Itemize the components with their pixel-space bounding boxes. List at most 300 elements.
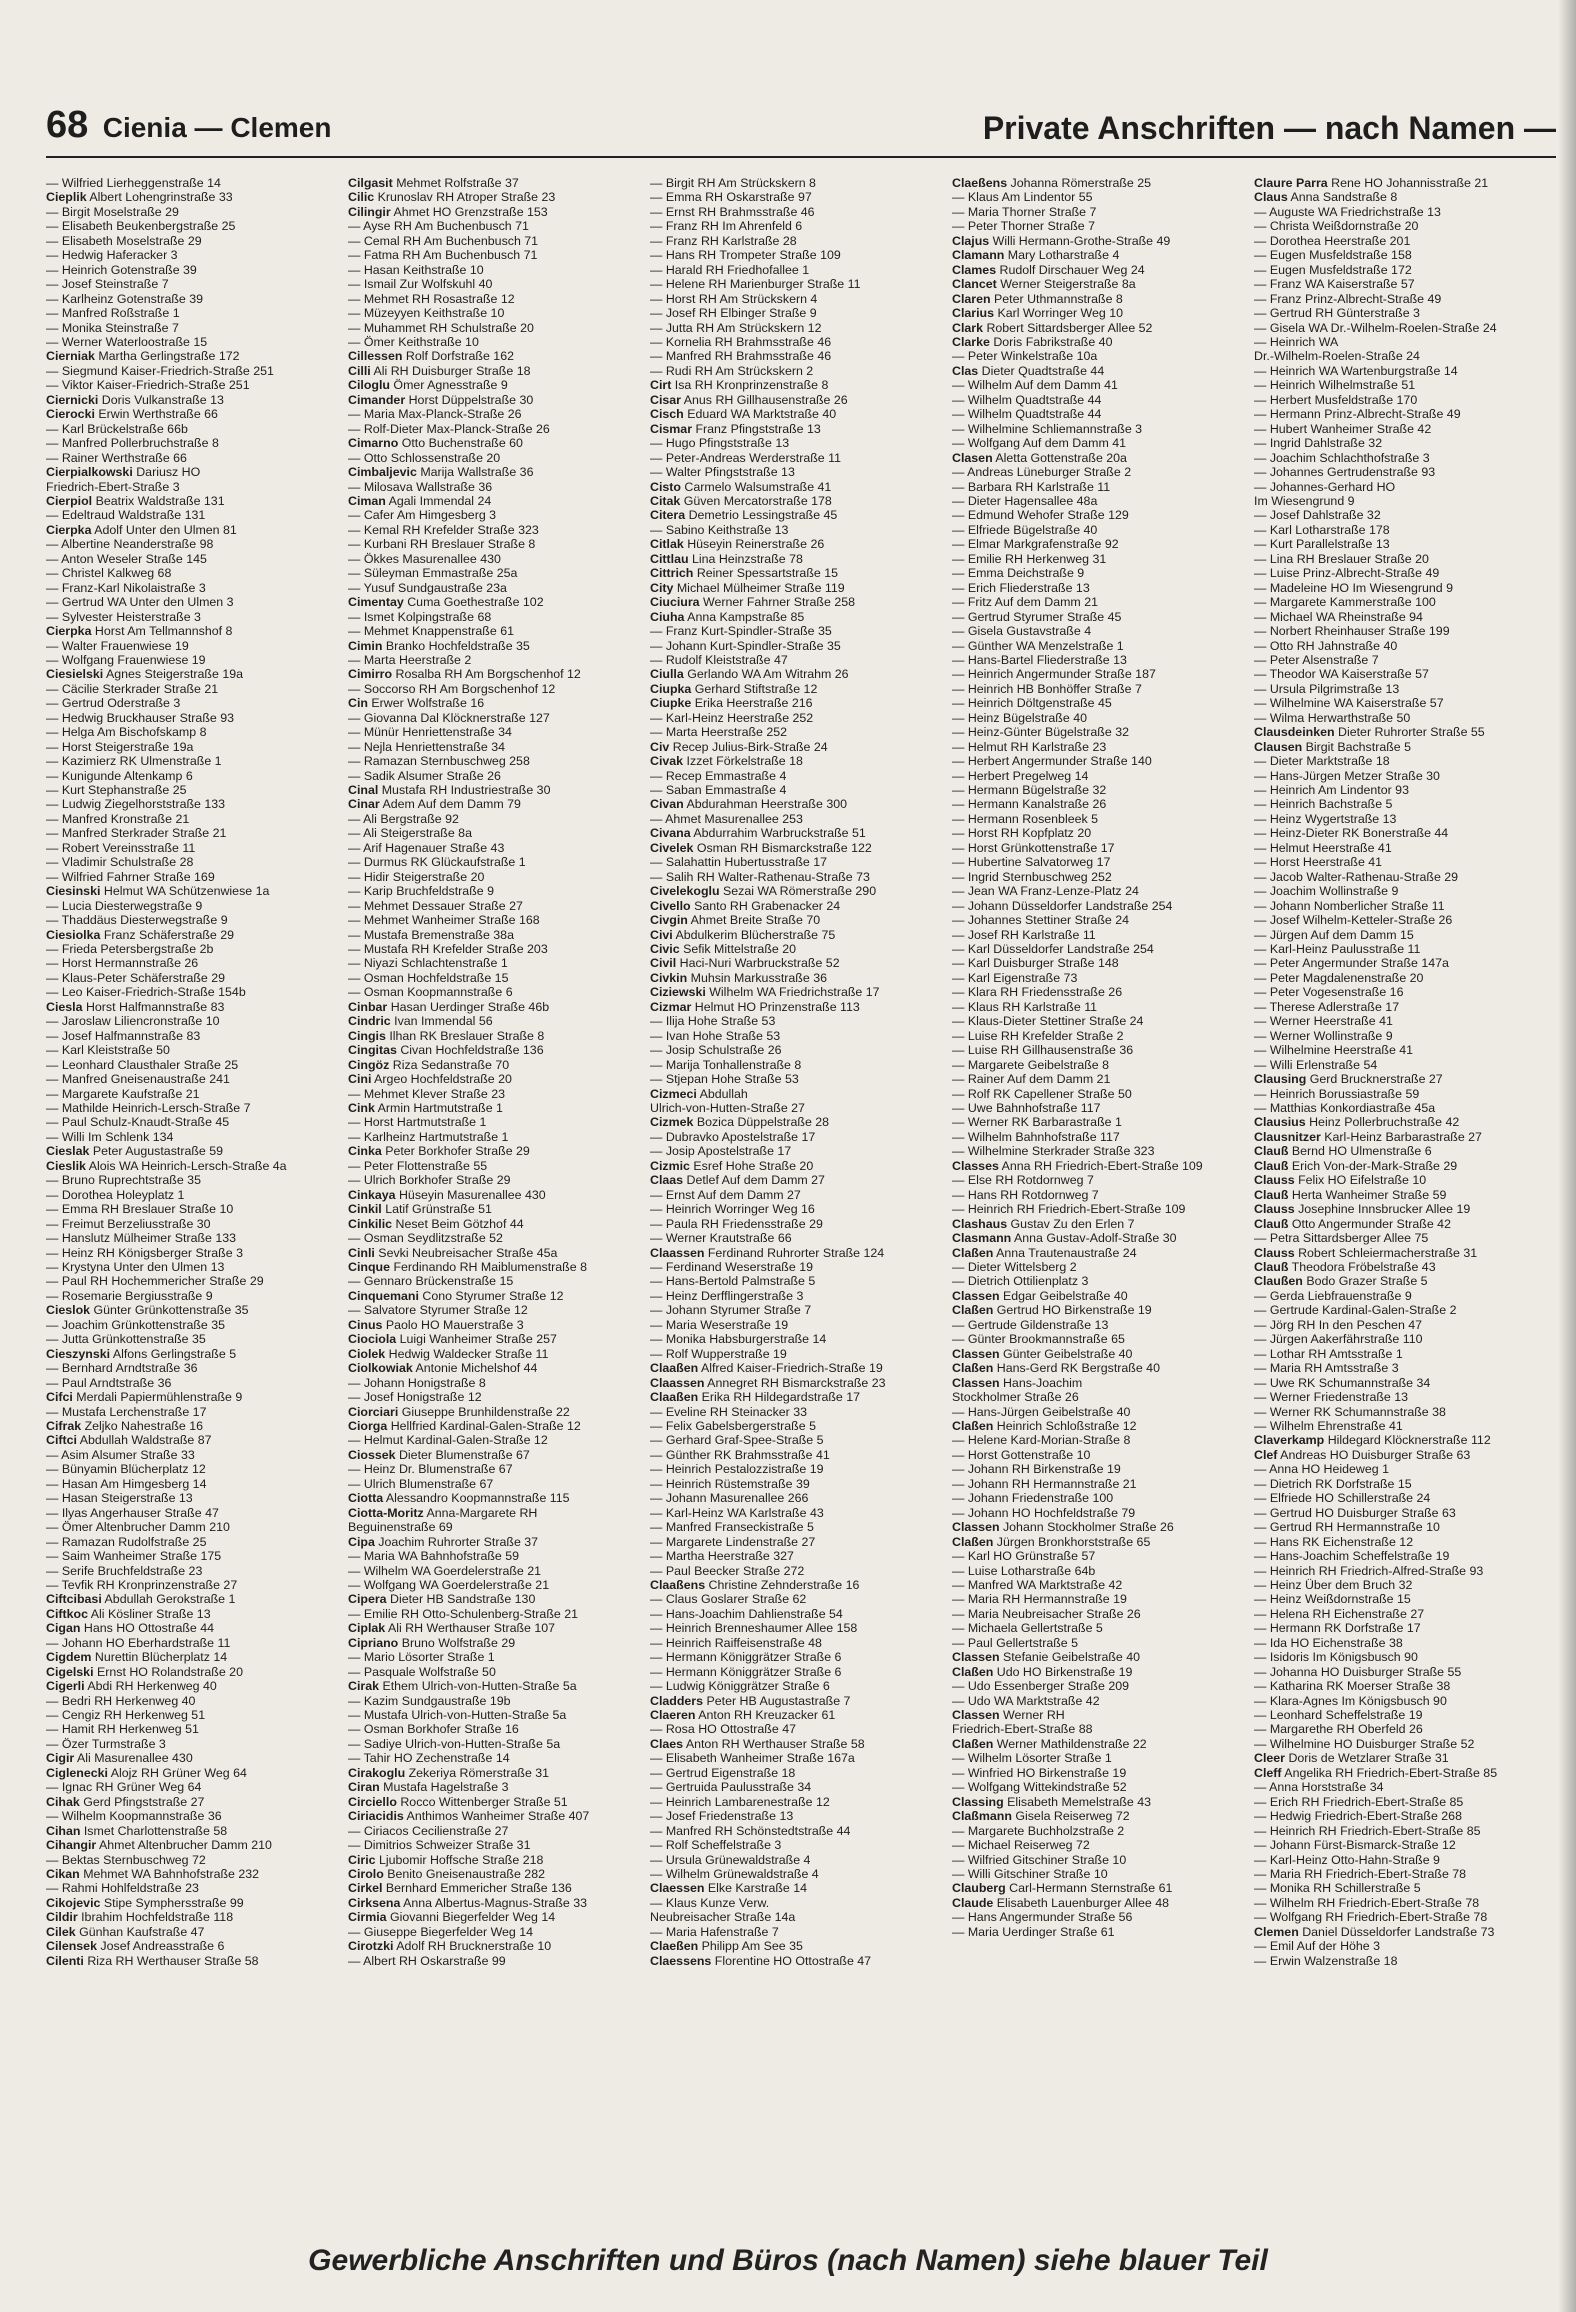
directory-entry: — Dietrich Ottilienplatz 3 [952,1274,1089,1289]
directory-entry: — Josef RH Elbinger Straße 9 [650,306,817,321]
directory-entry: Friedrich-Ebert-Straße 88 [952,1722,1093,1737]
directory-entry: Clancet Werner Steigerstraße 8a [952,277,1136,292]
directory-entry: — Hamit RH Herkenweg 51 [46,1722,199,1737]
directory-entry: — Viktor Kaiser-Friedrich-Straße 251 [46,378,250,393]
directory-entry: — Erwin Walzenstraße 18 [1254,1953,1398,1968]
directory-entry: — Andreas Lüneburger Straße 2 [952,465,1132,480]
directory-entry: Civil Haci-Nuri Warbruckstraße 52 [650,956,840,971]
directory-entry: Claessens Florentine HO Ottostraße 47 [650,1953,872,1968]
directory-entry: — Dimitrios Schweizer Straße 31 [348,1838,531,1853]
directory-entry: — Sylvester Heisterstraße 3 [46,609,201,624]
directory-entry: — Mehmet Wanheimer Straße 168 [348,913,540,928]
directory-entry: — Karlheinz Gotenstraße 39 [46,291,204,306]
directory-entry: — Michaela Gellertstraße 5 [952,1621,1103,1636]
directory-entry: — Otto Schlossenstraße 20 [348,450,501,465]
directory-entry: — Ilija Hohe Straße 53 [650,1014,776,1029]
directory-entry: — Hugo Pfingststraße 13 [650,436,790,451]
directory-entry: — Hans-Jürgen Geibelstraße 40 [952,1404,1131,1419]
directory-entry: — Kornelia RH Brahmsstraße 46 [650,334,832,349]
directory-entry: — Ernst RH Brahmsstraße 46 [650,204,815,219]
directory-entry: — Ernst Auf dem Damm 27 [650,1187,801,1202]
directory-entry: — Wilhelmine Heerstraße 41 [1254,1043,1414,1058]
directory-entry: — Emma RH Oskarstraße 97 [650,190,812,205]
directory-column-4 [952,176,1250,2216]
directory-entry: — Wilfried Gitschiner Straße 10 [952,1852,1127,1867]
directory-entry: Cierpka Adolf Unter den Ulmen 81 [46,522,237,537]
directory-entry: — Monika Steinstraße 7 [46,320,179,335]
directory-entry: Cilli Ali RH Duisburger Straße 18 [348,363,531,378]
directory-column-1 [46,176,344,2216]
directory-entry: Claaßens Christine Zehnderstraße 16 [650,1577,860,1592]
directory-entry: — Uwe Bahnhofstraße 117 [952,1101,1101,1115]
directory-entry: — Osman Borkhofer Straße 16 [348,1722,519,1737]
directory-entry: — Cafer Am Himgesberg 3 [348,508,497,523]
directory-entry: — Bünyamin Blücherplatz 12 [46,1462,206,1477]
directory-entry: — Stjepan Hohe Straße 53 [650,1072,799,1087]
directory-entry: Civelek Osman RH Bismarckstraße 122 [650,840,872,855]
directory-entry: — Mustafa Bremenstraße 38a [348,927,514,942]
directory-entry: Cindric Ivan Immendal 56 [348,1014,493,1029]
directory-entry: — Herbert Musfeldstraße 170 [1254,392,1418,407]
directory-entry: — Niyazi Schlachtenstraße 1 [348,956,508,971]
directory-entry: — Hans-Joachim Scheffelstraße 19 [1254,1549,1450,1564]
directory-entry: — Saban Emmastraße 4 [650,783,787,798]
directory-entry: — Gisela Gustavstraße 4 [952,624,1092,639]
directory-entry: Ciuciura Werner Fahrner Straße 258 [650,595,855,610]
directory-entry: — Giuseppe Biegerfelder Weg 14 [348,1924,534,1939]
directory-entry: — Wilhelmine Sterkrader Straße 323 [952,1144,1155,1159]
directory-entry: Cismar Franz Pfingststraße 13 [650,421,821,436]
directory-entry: — Johannes Gertrudenstraße 93 [1254,465,1436,480]
directory-entry: Ciernicki Doris Vulkanstraße 13 [46,392,224,407]
directory-entry: Clausing Gerd Brucknerstraße 27 [1254,1072,1443,1087]
directory-entry: Circiello Rocco Wittenberger Straße 51 [348,1794,568,1809]
directory-entry: — Therese Adlerstraße 17 [1254,999,1400,1014]
directory-entry: — Yusuf Sundgaustraße 23a [348,580,507,595]
directory-entry: — Wilhelm WA Goerdelerstraße 21 [348,1563,542,1578]
directory-entry: Ciriacidis Anthimos Wanheimer Straße 407 [348,1809,590,1824]
directory-entry: — Ismet Kolpingstraße 68 [348,609,492,624]
directory-entry: — Willi Gitschiner Straße 10 [952,1867,1108,1882]
directory-entry: — Anna Horststraße 34 [1254,1780,1384,1795]
directory-entry: — Maria RH Hermannstraße 19 [952,1592,1127,1607]
directory-entry: — Erich RH Friedrich-Ebert-Straße 85 [1254,1794,1464,1809]
directory-entry: — Karl-Heinz Heerstraße 252 [650,710,814,725]
directory-entry: — Wilhelmine WA Kaiserstraße 57 [1254,696,1444,711]
directory-entry: — Franz RH Im Ahrenfeld 6 [650,219,803,234]
directory-entry: — Ursula Pilgrimstraße 13 [1254,681,1400,696]
directory-entry: — Hedwig Bruckhauser Straße 93 [46,710,235,725]
directory-entry: — Josef Dahlstraße 32 [1254,508,1381,523]
directory-entry: Cirkel Bernhard Emmericher Straße 136 [348,1881,572,1896]
directory-entry: Clauss Felix HO Eifelstraße 10 [1254,1173,1427,1188]
directory-entry: — Peter Winkelstraße 10a [952,349,1098,364]
directory-entry: Ciman Agali Immendal 24 [348,493,492,508]
directory-entry: — Gerhard Graf-Spee-Straße 5 [650,1433,824,1448]
directory-entry: — Hans-Bertold Palmstraße 5 [650,1274,816,1289]
directory-columns [46,176,1556,2216]
directory-entry: — Maria Uerdinger Straße 61 [952,1924,1115,1939]
directory-entry: Friedrich-Ebert-Straße 3 [46,479,180,494]
directory-entry: — Paul Arndtstraße 36 [46,1375,172,1390]
directory-entry: — Ilyas Angerhauser Straße 47 [46,1505,219,1520]
directory-entry: — Heinrich Borussiastraße 59 [1254,1086,1420,1101]
directory-entry: — Emma Deichstraße 9 [952,566,1085,581]
directory-entry: Ciglenecki Alojz RH Grüner Weg 64 [46,1765,247,1780]
directory-entry: — Elmar Markgrafenstraße 92 [952,537,1119,552]
directory-entry: Cillessen Rolf Dorfstraße 162 [348,349,514,364]
directory-entry: — Heinrich Döltgenstraße 45 [952,696,1112,711]
directory-entry: — Mehmet Knappenstraße 61 [348,624,514,639]
directory-entry: — Heinrich RH Friedrich-Ebert-Straße 85 [1254,1823,1481,1838]
directory-entry: — Lucia Diesterwegstraße 9 [46,898,203,913]
directory-entry: Ciolek Hedwig Waldecker Straße 11 [348,1346,549,1361]
directory-entry: Cinkaya Hüseyin Masurenallee 430 [348,1187,546,1202]
directory-entry: — Johann Honigstraße 8 [348,1375,486,1390]
directory-entry: Cigelski Ernst HO Rolandstraße 20 [46,1664,243,1679]
directory-entry: Ciotta Alessandro Koopmannstraße 115 [348,1491,570,1506]
directory-entry: Cinquemani Cono Styrumer Straße 12 [348,1288,564,1303]
directory-entry: Clames Rudolf Dirschauer Weg 24 [952,262,1145,277]
directory-entry: — Wilhelmine Schliemannstraße 3 [952,421,1143,436]
directory-entry: Classen Stefanie Geibelstraße 40 [952,1650,1141,1665]
directory-entry: — Hans-Jürgen Metzer Straße 30 [1254,768,1440,783]
directory-entry: Claverkamp Hildegard Klöcknerstraße 112 [1254,1433,1491,1448]
directory-entry: Clausen Birgit Bachstraße 5 [1254,739,1412,754]
directory-entry: — Helmut RH Karlstraße 23 [952,739,1107,754]
directory-entry: Ciotta-Moritz Anna-Margarete RH [348,1505,538,1520]
directory-entry: — Wilhelm Quadtstraße 44 [952,407,1102,422]
directory-entry: Cierpialkowski Dariusz HO [46,465,201,480]
directory-entry: Ciftci Abdullah Waldstraße 87 [46,1433,212,1448]
directory-entry: — Wolfgang Wittekindstraße 52 [952,1780,1127,1795]
directory-entry: — Hans RH Trompeter Straße 109 [650,248,841,263]
directory-entry: — Hermann Königgrätzer Straße 6 [650,1650,842,1665]
directory-entry: — Franz WA Kaiserstraße 57 [1254,277,1415,292]
directory-entry: — Karl-Heinz WA Karlstraße 43 [650,1505,824,1520]
directory-entry: — Freimut Berzeliusstraße 30 [46,1216,211,1231]
directory-entry: — Johann Masurenallee 266 [650,1491,809,1506]
directory-entry: Cinar Adem Auf dem Damm 79 [348,797,521,812]
directory-entry: — Horst Grünkottenstraße 17 [952,840,1115,855]
directory-entry: Clausdeinken Dieter Ruhrorter Straße 55 [1254,725,1485,740]
directory-entry: — Karl Eigenstraße 73 [952,970,1078,985]
directory-entry: — Paul Beecker Straße 272 [650,1563,805,1578]
directory-entry: — Jörg RH In den Peschen 47 [1254,1317,1423,1332]
directory-entry: — Kazimierz RK Ulmenstraße 1 [46,754,222,769]
directory-entry: Clajus Willi Hermann-Grothe-Straße 49 [952,233,1171,248]
directory-entry: — Franz Kurt-Spindler-Straße 35 [650,624,832,639]
directory-entry: — Gertrude Kardinal-Galen-Straße 2 [1254,1303,1457,1318]
directory-entry: — Theodor WA Kaiserstraße 57 [1254,667,1429,682]
directory-entry: — Helene RH Marienburger Straße 11 [650,277,861,292]
directory-entry: — Ökkes Masurenallee 430 [348,551,501,566]
directory-entry: — Manfred Sterkrader Straße 21 [46,826,227,841]
directory-entry: — Emil Auf der Höhe 3 [1254,1939,1381,1954]
directory-entry: — Emilie RH Herkenweg 31 [952,551,1107,566]
directory-entry: Cleff Angelika RH Friedrich-Ebert-Straße 85 [1254,1765,1498,1780]
directory-entry: — Tevfik RH Kronprinzenstraße 27 [46,1577,238,1592]
directory-entry: — Emilie RH Otto-Schulenberg-Straße 21 [348,1606,579,1621]
directory-entry: Claßmann Gisela Reiserweg 72 [952,1809,1130,1824]
directory-entry: — Michael WA Rheinstraße 94 [1254,609,1423,624]
directory-entry: Cierocki Erwin Werthstraße 66 [46,407,218,422]
directory-entry: — Manfred Pollerbruchstraße 8 [46,436,219,451]
directory-entry: Cirakoglu Zekeriya Römerstraße 31 [348,1765,550,1780]
directory-entry: Cimentay Cuma Goethestraße 102 [348,595,544,610]
directory-entry: Cifrak Zeljko Nahestraße 16 [46,1418,204,1433]
directory-entry: — Münür Henriettenstraße 34 [348,725,512,740]
directory-entry: — Margarete Kaufstraße 21 [46,1086,200,1101]
directory-entry: — Gertrud Styrumer Straße 45 [952,609,1122,624]
directory-entry: — Dubravko Apostelstraße 17 [650,1129,816,1144]
directory-entry: Cinli Sevki Neubreisacher Straße 45a [348,1245,558,1260]
directory-entry: Cittlau Lina Heinzstraße 78 [650,551,803,566]
directory-entry: — Karl Kleiststraße 50 [46,1043,170,1058]
directory-entry: — Wilfried Lierheggenstraße 14 [46,176,221,190]
directory-entry: Claßen Werner Mathildenstraße 22 [952,1736,1147,1751]
directory-entry: Classing Elisabeth Memelstraße 43 [952,1794,1152,1809]
directory-entry: Claude Elisabeth Lauenburger Allee 48 [952,1895,1169,1910]
directory-entry: Claren Peter Uthmannstraße 8 [952,291,1123,306]
directory-entry: Claassen Ferdinand Ruhrorter Straße 124 [650,1245,885,1260]
directory-entry: — Josef Friedenstraße 13 [650,1809,794,1824]
directory-entry: — Heinz-Dieter RK Bonerstraße 44 [1254,826,1449,841]
directory-entry: Cirolo Benito Gneisenaustraße 282 [348,1867,545,1882]
directory-entry: — Frieda Petersbergstraße 2b [46,942,214,957]
directory-entry: — Ayse RH Am Buchenbusch 71 [348,219,529,234]
directory-entry: — Ludwig Königgrätzer Straße 6 [650,1679,830,1694]
directory-entry: — Serife Bruchfeldstraße 23 [46,1563,203,1578]
directory-entry: — Karl Lotharstraße 178 [1254,522,1390,537]
directory-entry: — Manfred Gneisenaustraße 241 [46,1072,230,1087]
directory-entry: — Leonhard Scheffelstraße 19 [1254,1708,1423,1723]
directory-entry: — Bernhard Arndtstraße 36 [46,1361,198,1376]
directory-entry: Ciesiolka Franz Schäferstraße 29 [46,927,235,942]
directory-entry: Civello Santo RH Grabenacker 24 [650,898,841,913]
directory-entry: — Karl HO Grünstraße 57 [952,1549,1096,1564]
directory-entry: — Joachim Schlachthofstraße 3 [1254,450,1430,465]
directory-entry: — Eveline RH Steinacker 33 [650,1404,808,1419]
directory-entry: — Ida HO Eichenstraße 38 [1254,1635,1403,1650]
directory-entry: Cini Argeo Hochfeldstraße 20 [348,1072,512,1087]
directory-entry: — Horst Hermannstraße 26 [46,956,199,971]
directory-entry: — Rolf RK Capellener Straße 50 [952,1086,1132,1101]
directory-entry: — Marta Heerstraße 252 [650,725,788,740]
directory-entry: — Gertrude Gildenstraße 13 [952,1317,1109,1332]
directory-entry: — Ali Bergstraße 92 [348,811,459,826]
directory-entry: — Margarete Kammerstraße 100 [1254,595,1436,610]
directory-entry: City Michael Mülheimer Straße 119 [650,580,845,595]
directory-entry: Clauß Otto Angermunder Straße 42 [1254,1216,1451,1231]
directory-entry: — Margarete Geibelstraße 8 [952,1057,1110,1072]
directory-entry: — Karip Bruchfeldstraße 9 [348,884,494,899]
directory-entry: — Ludwig Ziegelhorststraße 133 [46,797,226,812]
directory-entry: — Franz Prinz-Albrecht-Straße 49 [1254,291,1442,306]
directory-entry: — Gertrud RH Hermannstraße 10 [1254,1520,1440,1535]
directory-entry: — Birgit Moselstraße 29 [46,204,179,219]
directory-entry: — Maria Neubreisacher Straße 26 [952,1606,1141,1621]
directory-entry: Cildir Ibrahim Hochfeldstraße 118 [46,1910,234,1925]
directory-entry: Cilek Günhan Kaufstraße 47 [46,1924,205,1939]
directory-entry: — Wolfgang Auf dem Damm 41 [952,436,1127,451]
directory-entry: — Peter-Andreas Werderstraße 11 [650,450,841,465]
directory-entry: Clark Robert Sittardsberger Allee 52 [952,320,1153,335]
directory-entry: — Rainer Auf dem Damm 21 [952,1072,1111,1087]
directory-entry: — Ahmet Masurenallee 253 [650,811,803,826]
names-range: Cienia — Clemen [102,112,332,143]
directory-entry: — Soccorso RH Am Borgschenhof 12 [348,681,556,696]
directory-entry: — Dorothea Holeyplatz 1 [46,1187,185,1202]
directory-entry: — Elisabeth Moselstraße 29 [46,233,202,248]
directory-entry: — Wilfried Fahrner Straße 169 [46,869,215,884]
directory-entry: — Manfred RH Schönstedtstraße 44 [650,1823,851,1838]
directory-entry: — Lothar RH Amtsstraße 1 [1254,1346,1403,1361]
directory-entry: Cisch Eduard WA Marktstraße 40 [650,407,837,422]
directory-entry: Clarius Karl Worringer Weg 10 [952,306,1124,321]
directory-entry: — Maria RH Amtsstraße 3 [1254,1361,1399,1376]
directory-entry: — Luise Lotharstraße 64b [952,1563,1096,1578]
directory-entry: — Heinz Dr. Blumenstraße 67 [348,1462,513,1477]
directory-entry: Ciociola Luigi Wanheimer Straße 257 [348,1332,557,1347]
directory-entry: — Hermann Bügelstraße 32 [952,783,1107,798]
directory-entry: — Ingrid Sternbuschweg 252 [952,869,1112,884]
directory-entry: — Saim Wanheimer Straße 175 [46,1549,222,1564]
directory-entry: Cirt Isa RH Kronprinzenstraße 8 [650,378,829,393]
directory-entry: — Peter Magdalenenstraße 20 [1254,970,1424,985]
directory-entry: — Mustafa Ulrich-von-Hutten-Straße 5a [348,1708,567,1723]
directory-entry: — Horst RH Kopfplatz 20 [952,826,1092,841]
directory-entry: — Elfriede HO Schillerstraße 24 [1254,1491,1431,1506]
directory-entry: Cladders Peter HB Augustastraße 7 [650,1693,851,1708]
directory-entry: Ciorciari Giuseppe Brunhildenstraße 22 [348,1404,570,1419]
directory-entry: — Hedwig Friedrich-Ebert-Straße 268 [1254,1809,1462,1824]
directory-entry: Claßen Jürgen Bronkhorststraße 65 [952,1534,1151,1549]
directory-entry: Cieslik Alois WA Heinrich-Lersch-Straße 4a [46,1158,287,1173]
directory-entry: Cilensek Josef Andreasstraße 6 [46,1939,225,1954]
directory-entry: — Günter Brookmannstraße 65 [952,1332,1125,1347]
directory-entry: — Bektas Sternbuschweg 72 [46,1852,206,1867]
directory-entry: — Rosa HO Ottostraße 47 [650,1722,796,1737]
directory-entry: — Siegmund Kaiser-Friedrich-Straße 251 [46,363,274,378]
directory-entry: Clemen Daniel Düsseldorfer Landstraße 73 [1254,1924,1495,1939]
directory-entry: — Maria RH Friedrich-Ebert-Straße 78 [1254,1867,1467,1882]
directory-entry: — Salvatore Styrumer Straße 12 [348,1303,528,1318]
directory-entry: — Robert Vereinsstraße 11 [46,840,196,855]
directory-entry: — Horst RH Am Strückskern 4 [650,291,818,306]
directory-entry: — Joachim Grünkottenstraße 35 [46,1317,226,1332]
directory-entry: Ciulla Gerlando WA Am Witrahm 26 [650,667,849,682]
directory-entry: — Katharina RK Moerser Straße 38 [1254,1679,1451,1694]
directory-entry: Cipriano Bruno Wolfstraße 29 [348,1635,516,1650]
directory-entry: — Heinrich Brenneshaumer Allee 158 [650,1621,858,1636]
directory-entry: — Barbara RH Karlstraße 11 [952,479,1111,494]
directory-entry: — Helene Kard-Morian-Straße 8 [952,1433,1131,1448]
directory-entry: — Salih RH Walter-Rathenau-Straße 73 [650,869,870,884]
directory-entry: — Hermann Königgrätzer Straße 6 [650,1664,842,1679]
directory-entry: — Hidir Steigerstraße 20 [348,869,485,884]
directory-entry: — Jacob Walter-Rathenau-Straße 29 [1254,869,1459,884]
directory-entry: — Michael Reiserweg 72 [952,1838,1090,1853]
directory-entry: — Klaus-Dieter Stettiner Straße 24 [952,1014,1144,1029]
directory-entry: — Luise Prinz-Albrecht-Straße 49 [1254,566,1440,581]
directory-entry: Claeren Anton RH Kreuzacker 61 [650,1708,836,1723]
directory-entry: — Heinrich WA Wartenburgstraße 14 [1254,363,1458,378]
directory-entry: — Rahmi Hohlfeldstraße 23 [46,1881,199,1896]
directory-entry: — Peter Flottenstraße 55 [348,1158,488,1173]
directory-entry: — Paul RH Hochemmericher Straße 29 [46,1274,264,1289]
directory-entry: — Werner Krautstraße 66 [650,1231,792,1246]
directory-entry: — Nejla Henriettenstraße 34 [348,739,506,754]
directory-entry: — Rolf Scheffelstraße 3 [650,1838,782,1853]
directory-entry: — Anna HO Heideweg 1 [1254,1462,1389,1477]
directory-entry: — Kemal RH Krefelder Straße 323 [348,522,539,537]
directory-entry: — Werner Friedenstraße 13 [1254,1390,1409,1405]
directory-entry: — Gertrud Eigenstraße 18 [650,1765,796,1780]
directory-entry: Claus Anna Sandstraße 8 [1254,190,1398,205]
directory-entry: — Horst Steigerstraße 19a [46,739,194,754]
directory-entry: — Gertrud Oderstraße 3 [46,696,181,711]
directory-entry: Cink Armin Hartmutstraße 1 [348,1101,503,1115]
directory-entry: — Heinz-Günter Bügelstraße 32 [952,725,1129,740]
directory-entry: Cilic Krunoslav RH Atroper Straße 23 [348,190,556,205]
directory-entry: — Vladimir Schulstraße 28 [46,855,194,870]
directory-entry: — Recep Emmastraße 4 [650,768,787,783]
directory-entry: Ciupka Gerhard Stiftstraße 12 [650,681,818,696]
directory-entry: — Heinz Derfflingerstraße 3 [650,1288,804,1303]
directory-entry: — Johann Fürst-Bismarck-Straße 12 [1254,1838,1456,1853]
directory-entry: — Mustafa RH Krefelder Straße 203 [348,942,548,957]
directory-entry: — Werner RK Barbarastraße 1 [952,1115,1122,1130]
directory-entry: Cizmeci Abdullah [650,1086,748,1101]
directory-entry: — Peter Vogesenstraße 16 [1254,985,1404,1000]
directory-entry: — Gertrud HO Duisburger Straße 63 [1254,1505,1456,1520]
directory-entry: — Edmund Wehofer Straße 129 [952,508,1129,523]
directory-entry: — Cäcilie Sterkrader Straße 21 [46,681,219,696]
directory-entry: — Gerda Liebfrauenstraße 9 [1254,1288,1412,1303]
directory-entry: Cigir Ali Masurenallee 430 [46,1751,193,1766]
directory-entry: — Hanslutz Mülheimer Straße 133 [46,1231,237,1246]
directory-entry: — Ramazan Rudolfstraße 25 [46,1534,207,1549]
directory-entry: — Elisabeth Wanheimer Straße 167a [650,1751,855,1766]
directory-entry: — Wilhelm Ehrenstraße 41 [1254,1418,1403,1433]
directory-entry: Cieslok Günter Grünkottenstraße 35 [46,1303,249,1318]
directory-entry: — Rudolf Kleiststraße 47 [650,652,788,667]
directory-entry: Stockholmer Straße 26 [952,1390,1079,1405]
directory-entry: — Udo Essenberger Straße 209 [952,1679,1130,1694]
directory-entry: — Sadiye Ulrich-von-Hutten-Straße 5a [348,1736,561,1751]
directory-entry: — Christa Weißdornstraße 20 [1254,219,1419,234]
directory-entry: — Johann HO Hochfeldstraße 79 [952,1505,1136,1520]
directory-entry: Dr.-Wilhelm-Roelen-Straße 24 [1254,349,1420,364]
directory-entry: Civgin Ahmet Breite Straße 70 [650,913,821,928]
directory-entry: — Klara-Agnes Im Königsbusch 90 [1254,1693,1447,1708]
directory-entry: — Wilhelm Koopmannstraße 36 [46,1809,222,1824]
directory-entry: Cigdem Nurettin Blücherplatz 14 [46,1650,228,1665]
directory-entry: — Heinrich Wilhelmstraße 51 [1254,378,1416,393]
directory-entry: Claaßen Erika RH Hildegardstraße 17 [650,1390,861,1405]
directory-entry: — Osman Hochfeldstraße 15 [348,970,509,985]
directory-entry: Cingis Ilhan RK Breslauer Straße 8 [348,1028,545,1043]
directory-entry: — Isidoris Im Königsbusch 90 [1254,1650,1418,1665]
directory-entry: — Tahir HO Zechenstraße 14 [348,1751,510,1766]
directory-entry: — Jutta RH Am Strückskern 12 [650,320,822,335]
directory-entry: Claßen Heinrich Schloßstraße 12 [952,1418,1137,1433]
directory-entry: — Rolf Wupperstraße 19 [650,1346,787,1361]
directory-entry: Claßen Udo HO Birkenstraße 19 [952,1664,1133,1679]
directory-entry: — Karl Düsseldorfer Landstraße 254 [952,942,1154,957]
directory-entry: Cinkil Latif Grünstraße 51 [348,1202,492,1217]
